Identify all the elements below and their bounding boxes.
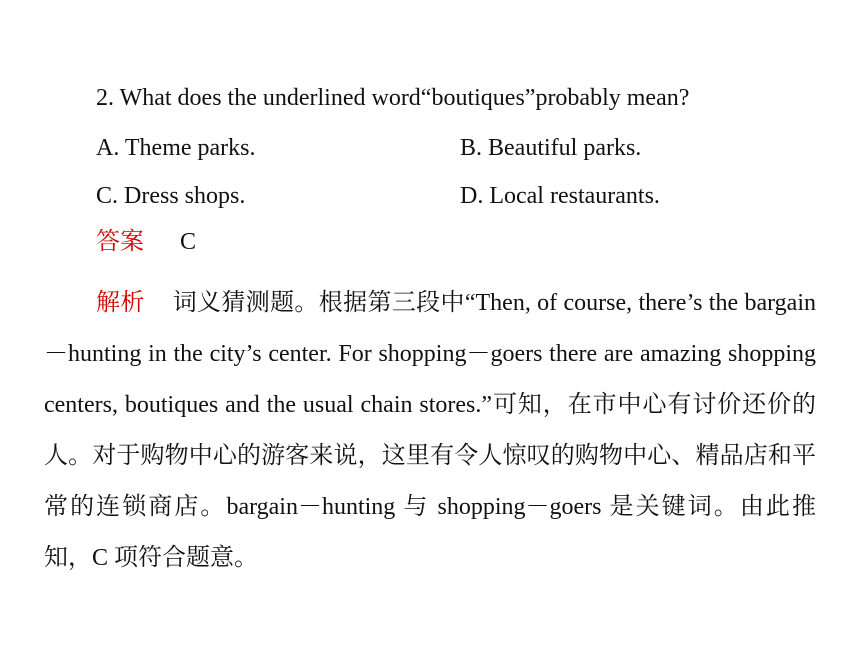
explanation-block (44, 278, 816, 584)
answer-value: C (180, 229, 197, 255)
explanation-label: 解析 (96, 290, 145, 316)
answer-label: 答案 (96, 229, 144, 255)
option-d: D. Local restaurants. (460, 183, 660, 209)
explanation-text: 词义猜测题。根据第三段中“Then, of course, there’s the bargain－hunting in the city’s center. For shopping－goers there are amazing shopping centers, boutiques and the usual chain stores.”可知，在市中心有讨价还价的人。对于购物中心的游客来说，这里有令人惊叹的购物中心、精品店和平常的连锁商店。bargain－hunting 与 shopping－goers 是关键词。由此推知，C 项符合题意。 (44, 290, 817, 571)
option-b: B. Beautiful parks. (460, 135, 642, 161)
answer-row (96, 228, 196, 256)
question-text: 2. What does the underlined word“boutiques”probably mean? (96, 85, 690, 111)
option-a: A. Theme parks. (96, 135, 256, 161)
explanation-paragraph (44, 278, 816, 584)
option-c: C. Dress shops. (96, 183, 246, 209)
